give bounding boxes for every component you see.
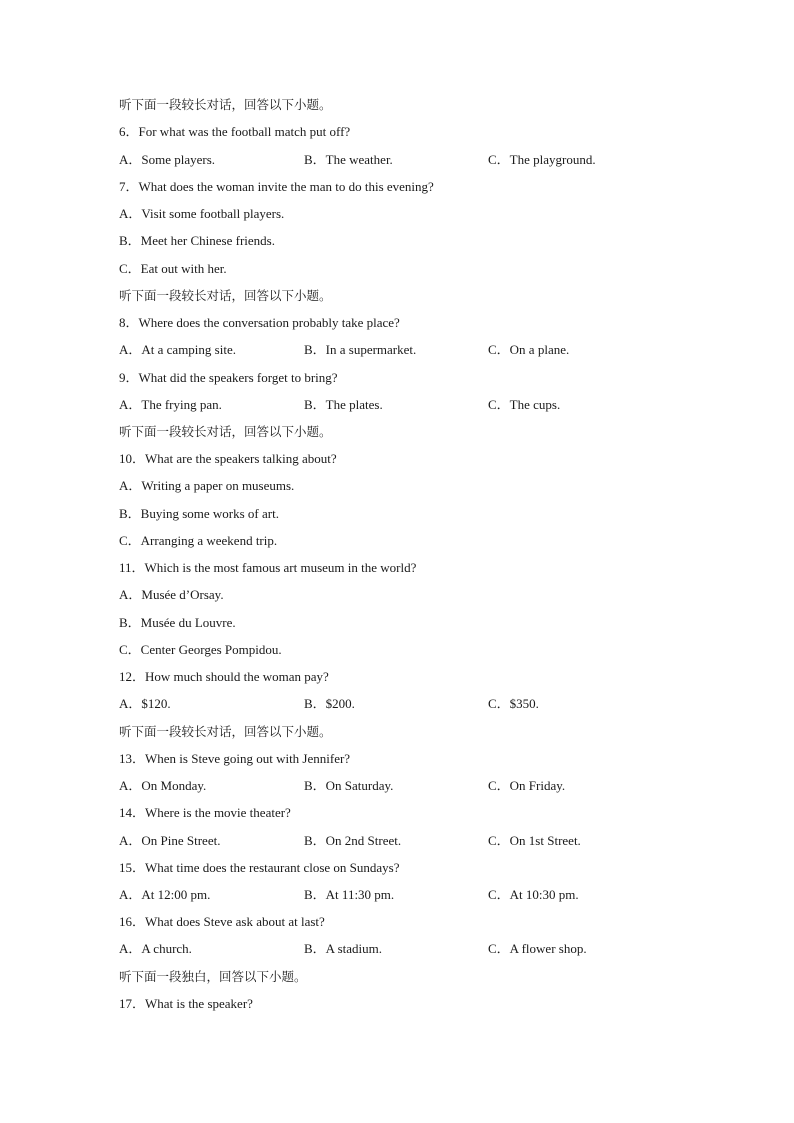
- option-c: C．On 1st Street.: [488, 833, 581, 848]
- options-row-9: [119, 397, 679, 413]
- section-instruction: 听下面一段较长对话，回答以下小题。: [119, 288, 332, 303]
- question-9: 9．What did the speakers forget to bring?: [119, 370, 338, 385]
- question-15: 15．What time does the restaurant close on Sundays?: [119, 860, 400, 875]
- question-12: 12．How much should the woman pay?: [119, 669, 329, 684]
- option-a: A．At a camping site.: [119, 342, 236, 357]
- section-instruction: 听下面一段较长对话，回答以下小题。: [119, 97, 332, 112]
- options-row-12: [119, 696, 679, 712]
- option-b: B．On Saturday.: [304, 778, 394, 793]
- question-8: 8．Where does the conversation probably take place?: [119, 315, 400, 330]
- question-7: 7．What does the woman invite the man to do this evening?: [119, 179, 434, 194]
- option-b: B．The weather.: [304, 152, 393, 167]
- option-b: B．Meet her Chinese friends.: [119, 233, 275, 248]
- option-c: C．Center Georges Pompidou.: [119, 642, 282, 657]
- question-6: 6．For what was the football match put off?: [119, 124, 351, 139]
- options-row-8: [119, 342, 679, 358]
- option-c: C．The playground.: [488, 152, 596, 167]
- option-a: A．Some players.: [119, 152, 216, 167]
- option-a: A．At 12:00 pm.: [119, 887, 211, 902]
- question-14: 14．Where is the movie theater?: [119, 805, 291, 820]
- section-instruction: 听下面一段较长对话，回答以下小题。: [119, 724, 332, 739]
- option-b: B．$200.: [304, 696, 355, 711]
- options-row-6: [119, 152, 679, 168]
- question-16: 16．What does Steve ask about at last?: [119, 914, 325, 929]
- question-10: 10．What are the speakers talking about?: [119, 451, 337, 466]
- question-11: 11．Which is the most famous art museum in the world?: [119, 560, 417, 575]
- option-c: C．Arranging a weekend trip.: [119, 533, 278, 548]
- option-b: B．At 11:30 pm.: [304, 887, 395, 902]
- option-b: B．Buying some works of art.: [119, 506, 279, 521]
- option-c: C．Eat out with her.: [119, 261, 227, 276]
- question-17: 17．What is the speaker?: [119, 996, 253, 1011]
- options-row-13: [119, 778, 679, 794]
- question-13: 13．When is Steve going out with Jennifer?: [119, 751, 351, 766]
- option-c: C．A flower shop.: [488, 941, 587, 956]
- option-a: A．On Monday.: [119, 778, 207, 793]
- option-b: B．A stadium.: [304, 941, 383, 956]
- section-instruction: 听下面一段较长对话，回答以下小题。: [119, 424, 332, 439]
- option-c: C．The cups.: [488, 397, 561, 412]
- options-row-15: [119, 887, 679, 903]
- option-c: C．On Friday.: [488, 778, 566, 793]
- option-b: B．The plates.: [304, 397, 383, 412]
- option-b: B．In a supermarket.: [304, 342, 417, 357]
- options-row-16: [119, 941, 679, 957]
- option-a: A．On Pine Street.: [119, 833, 221, 848]
- option-a: A．The frying pan.: [119, 397, 222, 412]
- option-a: A．A church.: [119, 941, 192, 956]
- option-c: C．$350.: [488, 696, 539, 711]
- option-a: A．Visit some football players.: [119, 206, 285, 221]
- options-row-14: [119, 833, 679, 849]
- option-a: A．Musée d’Orsay.: [119, 587, 224, 602]
- option-c: C．On a plane.: [488, 342, 570, 357]
- option-c: C．At 10:30 pm.: [488, 887, 579, 902]
- option-a: A．$120.: [119, 696, 171, 711]
- option-b: B．On 2nd Street.: [304, 833, 402, 848]
- option-a: A．Writing a paper on museums.: [119, 478, 295, 493]
- option-b: B．Musée du Louvre.: [119, 615, 236, 630]
- section-instruction: 听下面一段独白，回答以下小题。: [119, 969, 307, 984]
